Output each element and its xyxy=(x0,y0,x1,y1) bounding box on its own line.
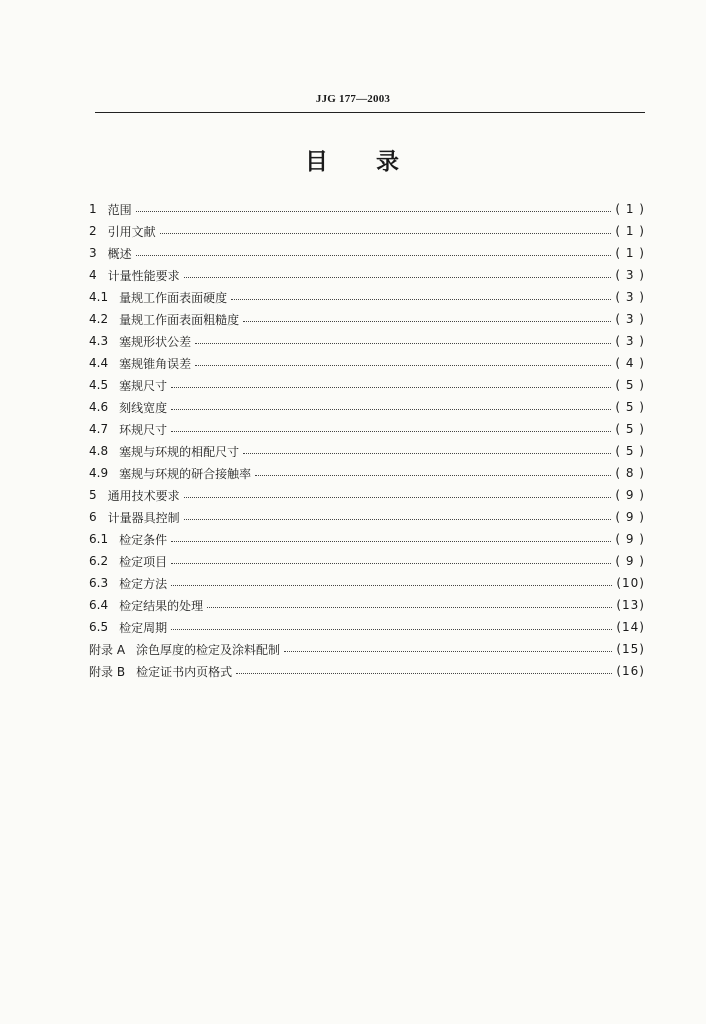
toc-entry-page: (14) xyxy=(616,620,645,634)
toc-entry-page: ( 1 ) xyxy=(615,246,645,260)
toc-entry-page: ( 8 ) xyxy=(615,466,645,480)
toc-entry xyxy=(89,506,645,528)
toc-entry-label: 塞规与环规的研合接触率 xyxy=(119,466,252,481)
toc-entry-number: 4 xyxy=(89,268,97,282)
title-char-1: 目 xyxy=(305,149,330,175)
toc-entry-number: 附录 A xyxy=(89,642,126,657)
toc-entry xyxy=(89,242,645,264)
toc-entry-number: 6.1 xyxy=(89,532,109,546)
toc-entry xyxy=(89,462,645,484)
toc-entry-label: 量规工作面表面硬度 xyxy=(119,290,228,305)
toc-entry-number: 5 xyxy=(89,488,97,502)
toc-entry xyxy=(89,198,645,220)
toc-entry-label: 环规尺寸 xyxy=(119,422,168,437)
toc-entry-label: 范围 xyxy=(107,202,132,217)
dot-leader xyxy=(171,585,612,586)
toc-entry-label: 检定证书内页格式 xyxy=(136,664,233,679)
dot-leader xyxy=(171,409,611,410)
title-char-2: 录 xyxy=(376,149,401,175)
toc-entry-label: 计量器具控制 xyxy=(107,510,180,525)
toc-entry-number: 4.6 xyxy=(89,400,109,414)
toc-entry-page: (10) xyxy=(616,576,645,590)
dot-leader xyxy=(255,475,611,476)
dot-leader xyxy=(171,541,611,542)
toc-entry-label: 检定方法 xyxy=(119,576,168,591)
dot-leader xyxy=(171,431,611,432)
toc-entry-number: 3 xyxy=(89,246,97,260)
toc-entry-number: 4.9 xyxy=(89,466,109,480)
toc-entry-page: ( 5 ) xyxy=(615,378,645,392)
toc-entry-label: 概述 xyxy=(107,246,132,261)
dot-leader xyxy=(184,277,612,278)
header-rule xyxy=(95,112,645,113)
toc-entry-number: 6.4 xyxy=(89,598,109,612)
toc-entry-number: 4.4 xyxy=(89,356,109,370)
toc-entry-page: ( 5 ) xyxy=(615,444,645,458)
toc-entry-page: ( 3 ) xyxy=(615,334,645,348)
toc-entry-page: ( 9 ) xyxy=(615,532,645,546)
toc-entry-number: 6.2 xyxy=(89,554,109,568)
toc-entry-label: 检定项目 xyxy=(119,554,168,569)
toc-entry-page: ( 4 ) xyxy=(615,356,645,370)
toc-entry-number: 4.3 xyxy=(89,334,109,348)
toc-entry-number: 6.3 xyxy=(89,576,109,590)
toc-entry-page: ( 5 ) xyxy=(615,422,645,436)
toc-entry-number: 6 xyxy=(89,510,97,524)
toc-entry-label: 刻线宽度 xyxy=(119,400,168,415)
toc-entry-label: 量规工作面表面粗糙度 xyxy=(119,312,240,327)
toc-entry xyxy=(89,352,645,374)
table-of-contents xyxy=(89,198,645,682)
dot-leader xyxy=(284,651,612,652)
toc-entry xyxy=(89,330,645,352)
toc-entry-number: 2 xyxy=(89,224,97,238)
toc-entry xyxy=(89,374,645,396)
toc-entry-number: 4.7 xyxy=(89,422,109,436)
toc-entry-page: ( 1 ) xyxy=(615,202,645,216)
toc-entry-number: 4.2 xyxy=(89,312,109,326)
dot-leader xyxy=(136,211,612,212)
toc-entry-label: 通用技术要求 xyxy=(107,488,180,503)
toc-entry-page: ( 9 ) xyxy=(615,488,645,502)
toc-entry-page: ( 3 ) xyxy=(615,268,645,282)
toc-entry xyxy=(89,264,645,286)
toc-entry xyxy=(89,572,645,594)
dot-leader xyxy=(207,607,612,608)
toc-entry-page: ( 1 ) xyxy=(615,224,645,238)
toc-entry xyxy=(89,418,645,440)
toc-entry-label: 引用文献 xyxy=(107,224,156,239)
toc-entry-number: 1 xyxy=(89,202,97,216)
toc-entry xyxy=(89,660,645,682)
toc-entry-page: ( 9 ) xyxy=(615,554,645,568)
toc-entry-page: ( 9 ) xyxy=(615,510,645,524)
toc-entry-number: 4.1 xyxy=(89,290,109,304)
dot-leader xyxy=(195,343,611,344)
toc-entry-page: (15) xyxy=(616,642,645,656)
dot-leader xyxy=(243,453,611,454)
dot-leader xyxy=(243,321,611,322)
toc-entry xyxy=(89,440,645,462)
toc-entry-page: ( 5 ) xyxy=(615,400,645,414)
toc-entry-page: ( 3 ) xyxy=(615,312,645,326)
toc-entry-page: ( 3 ) xyxy=(615,290,645,304)
toc-entry-label: 塞规形状公差 xyxy=(119,334,192,349)
dot-leader xyxy=(236,673,612,674)
page-title xyxy=(0,143,706,176)
dot-leader xyxy=(136,255,612,256)
toc-entry-label: 涂色厚度的检定及涂料配制 xyxy=(136,642,281,657)
dot-leader xyxy=(171,387,611,388)
toc-entry-page: (13) xyxy=(616,598,645,612)
dot-leader xyxy=(231,299,611,300)
dot-leader xyxy=(171,563,611,564)
dot-leader xyxy=(195,365,611,366)
toc-entry xyxy=(89,484,645,506)
toc-entry-label: 塞规尺寸 xyxy=(119,378,168,393)
toc-entry xyxy=(89,638,645,660)
toc-entry-label: 检定结果的处理 xyxy=(119,598,204,613)
toc-entry-number: 4.5 xyxy=(89,378,109,392)
toc-entry-label: 检定周期 xyxy=(119,620,168,635)
dot-leader xyxy=(184,519,612,520)
toc-entry-number: 6.5 xyxy=(89,620,109,634)
toc-entry xyxy=(89,286,645,308)
toc-entry xyxy=(89,396,645,418)
toc-entry-number: 附录 B xyxy=(89,664,126,679)
toc-entry-number: 4.8 xyxy=(89,444,109,458)
toc-entry-label: 计量性能要求 xyxy=(107,268,180,283)
toc-entry xyxy=(89,594,645,616)
toc-entry xyxy=(89,220,645,242)
toc-entry xyxy=(89,308,645,330)
toc-entry-label: 塞规与环规的相配尺寸 xyxy=(119,444,240,459)
toc-entry-page: (16) xyxy=(616,664,645,678)
toc-entry xyxy=(89,550,645,572)
toc-entry-label: 塞规锥角误差 xyxy=(119,356,192,371)
dot-leader xyxy=(184,497,612,498)
toc-entry-label: 检定条件 xyxy=(119,532,168,547)
toc-entry xyxy=(89,616,645,638)
dot-leader xyxy=(171,629,612,630)
dot-leader xyxy=(160,233,612,234)
toc-entry xyxy=(89,528,645,550)
standard-code: JJG 177—2003 xyxy=(315,93,391,105)
